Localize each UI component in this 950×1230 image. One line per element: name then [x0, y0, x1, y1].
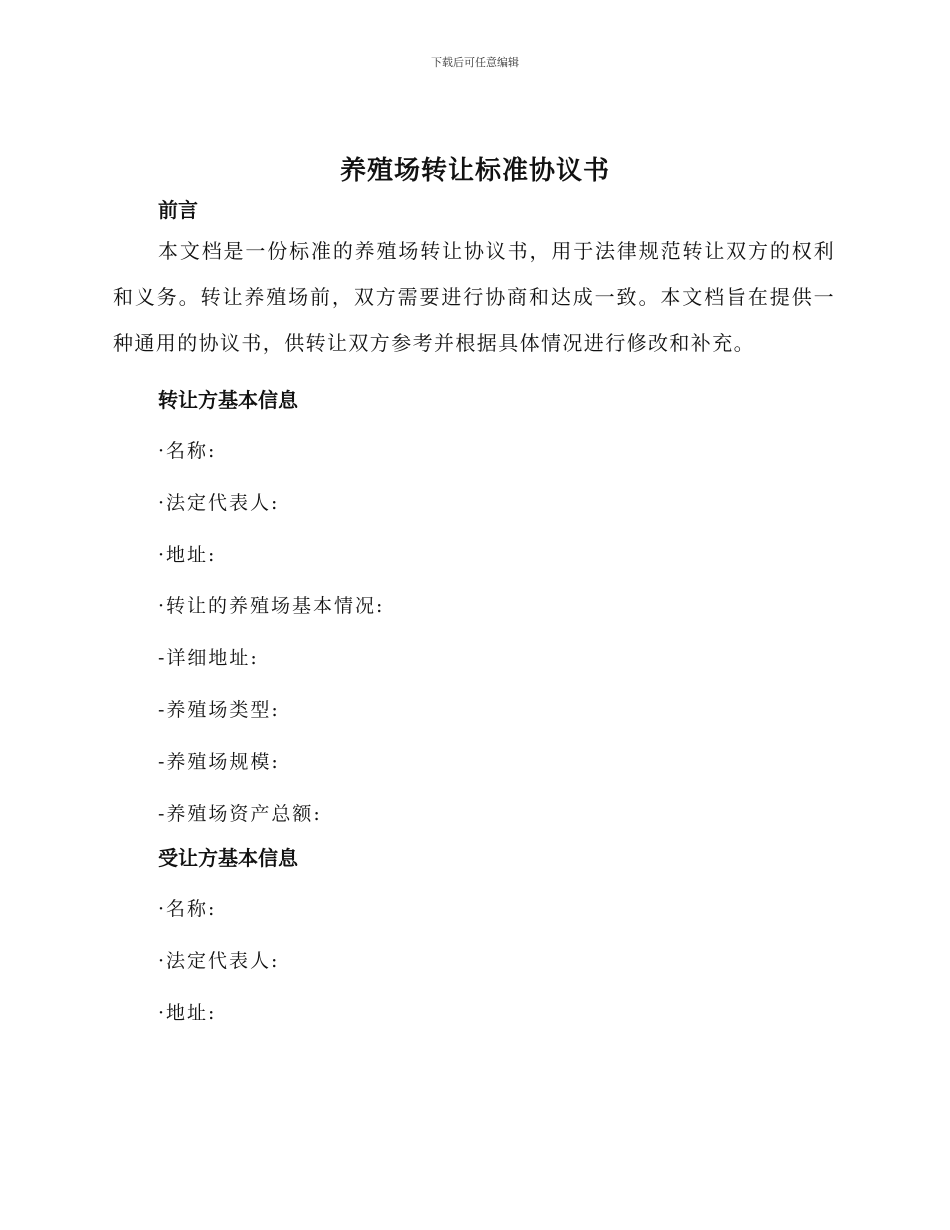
- farm-detailed-address-field: -详细地址:: [158, 647, 259, 670]
- transferee-name-field: ·名称:: [158, 898, 217, 921]
- section-spacer: [113, 876, 835, 884]
- preface-paragraph: 本文档是一份标准的养殖场转让协议书，用于法律规范转让双方的权利和义务。转让养殖场前，双方需要进行协商和达成一致。本文档旨在提供一种通用的协议书，供转让双方参考并根据具体情况进行修改和补充。: [113, 239, 835, 355]
- transferor-legal-rep-field: ·法定代表人:: [158, 491, 280, 514]
- transferee-heading: 受让方基本信息: [158, 846, 298, 871]
- preface-heading: 前言: [158, 198, 198, 222]
- transferee-legal-rep-field: ·法定代表人:: [158, 950, 280, 973]
- transferor-address-field: ·地址:: [158, 543, 217, 566]
- header-note: 下载后可任意编辑: [431, 56, 519, 69]
- section-spacer: [113, 418, 835, 426]
- farm-scale-field: -养殖场规模:: [158, 750, 280, 773]
- transferor-heading: 转让方基本信息: [158, 388, 298, 412]
- transferor-name-field: ·名称:: [158, 440, 217, 462]
- farm-total-assets-field: -养殖场资产总额:: [158, 802, 322, 825]
- section-spacer: [113, 366, 835, 382]
- document-body: [113, 192, 835, 1040]
- document-title: 养殖场转让标准协议书: [339, 156, 610, 186]
- transferee-address-field: ·地址:: [158, 1001, 217, 1024]
- farm-basic-info-field: ·转让的养殖场基本情况:: [158, 595, 385, 618]
- farm-type-field: -养殖场类型:: [158, 698, 280, 721]
